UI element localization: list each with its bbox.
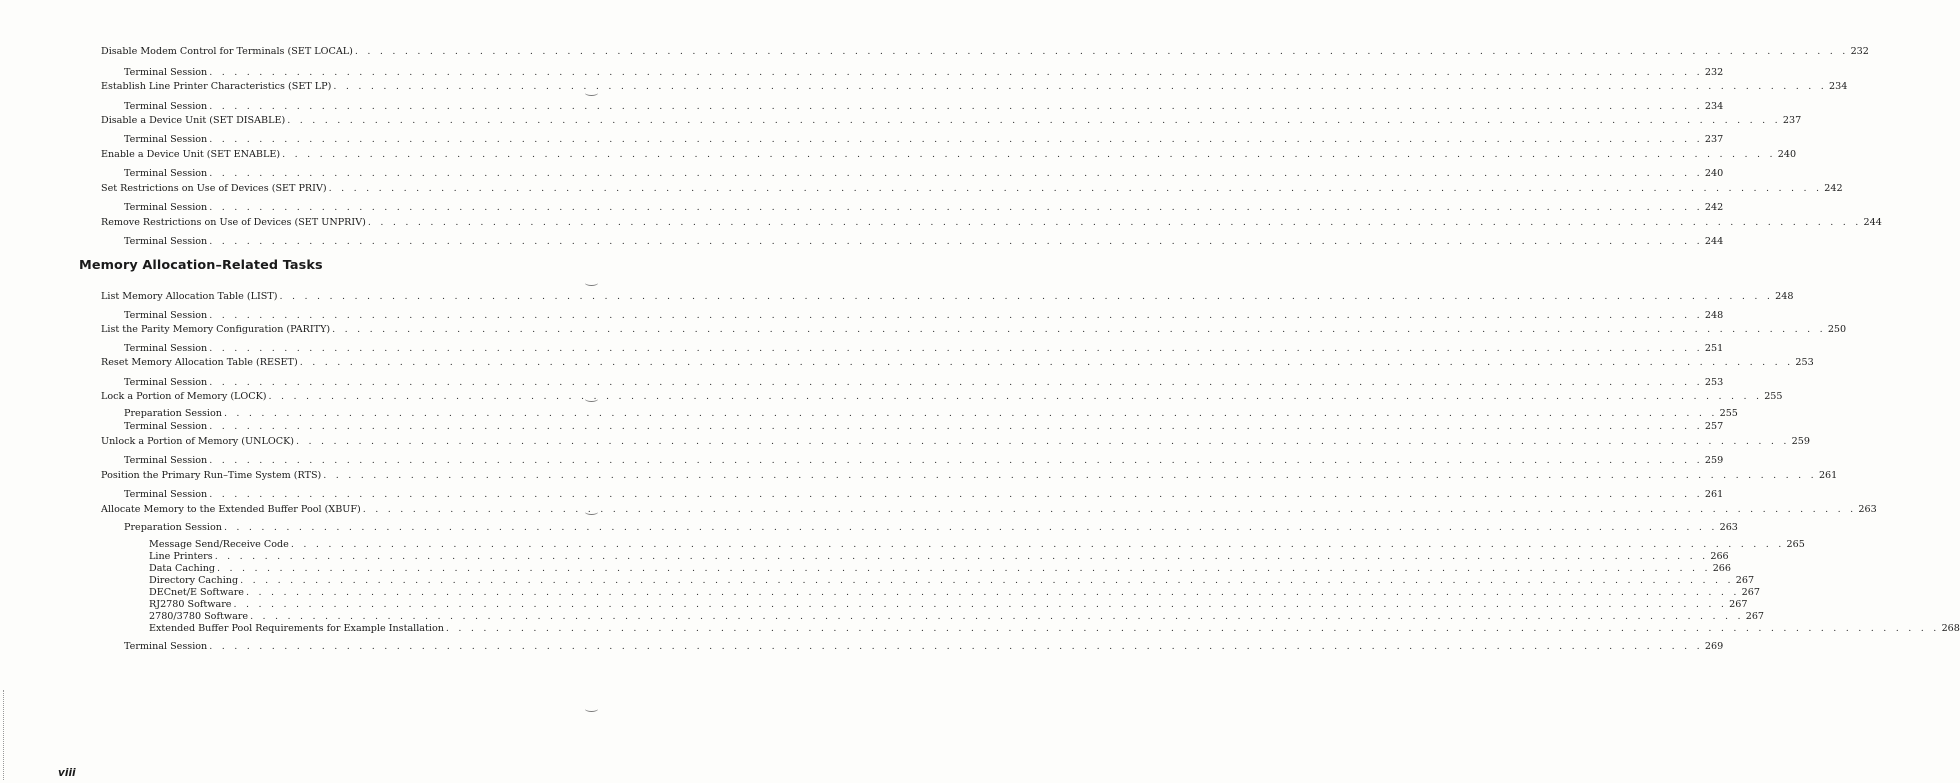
toc-entry-page: 267: [1729, 599, 1748, 610]
toc-entry-label: Terminal Session: [124, 310, 208, 321]
toc-entry-label: Terminal Session: [124, 641, 208, 652]
toc-entry-page: 267: [1741, 587, 1760, 598]
toc-entry: [149, 623, 1960, 635]
toc-entry-page: 263: [1719, 522, 1738, 533]
toc-entry-page: 261: [1818, 470, 1838, 481]
toc-entry-page: 263: [1858, 504, 1877, 515]
toc-entry-page: 255: [1719, 408, 1738, 419]
toc-entry-page: 232: [1704, 67, 1724, 78]
toc-entry: [124, 67, 1724, 79]
toc-entry-label: Terminal Session: [124, 489, 208, 500]
toc-entry-label: Message Send/Receive Code: [149, 539, 289, 550]
toc-entry: [149, 539, 1805, 551]
scan-edge-mark: [585, 280, 598, 286]
toc-entry: [101, 46, 1869, 58]
toc-entry-label: Reset Memory Allocation Table (RESET): [101, 357, 298, 368]
section-heading: Memory Allocation–Related Tasks: [79, 258, 323, 273]
toc-entry-label: Disable a Device Unit (SET DISABLE): [101, 115, 286, 126]
toc-entry-label: Disable Modem Control for Terminals (SET LOCAL): [101, 46, 353, 57]
dot-leader: . . . . . . . . . . . . . . . . . . . . . . . . . . . . . . . . . . . . . . . . . . . . . . . . . . . . . . . . . . . . . . . . . . . . . . . . . . . . . . . . . . . . . . . . . . . . . . . . . . . . . . . . . . . . . . . . . . . . . . . .: [209, 134, 1703, 145]
toc-entry: [149, 551, 1729, 563]
dot-leader: . . . . . . . . . . . . . . . . . . . . . . . . . . . . . . . . . . . . . . . . . . . . . . . . . . . . . . . . . . . . . . . . . . . . . . . . . . . . . . . . . . . . . . . . . . . . . . . . . . . . . . . . . . . . . . . . . . . . . . . .: [223, 522, 1718, 533]
toc-entry: [124, 236, 1724, 248]
toc-entry-page: 242: [1824, 183, 1843, 194]
toc-entry: [124, 377, 1724, 389]
toc-entry: [101, 504, 1877, 516]
dot-leader: . . . . . . . . . . . . . . . . . . . . . . . . . . . . . . . . . . . . . . . . . . . . . . . . . . . . . . . . . . . . . . . . . . . . . . . . . . . . . . . . . . . . . . . . . . . . . . . . . . . . . . . . . . . . . . . . . . . . . . . .: [362, 504, 1857, 515]
toc-entry: [101, 149, 1797, 161]
scan-edge-mark: [585, 90, 598, 96]
toc-entry: [124, 455, 1724, 467]
binding-edge: [3, 690, 4, 780]
dot-leader: . . . . . . . . . . . . . . . . . . . . . . . . . . . . . . . . . . . . . . . . . . . . . . . . . . . . . . . . . . . . . . . . . . . . . . . . . . . . . . . . . . . . . . . . . . . . . . . . . . . . . . . . . . . . . . . . . . . . . . . .: [209, 310, 1703, 321]
toc-entry-label: Set Restrictions on Use of Devices (SET PRIV): [101, 183, 327, 194]
toc-entry-page: 267: [1735, 575, 1755, 586]
toc-entry-label: Unlock a Portion of Memory (UNLOCK): [101, 436, 294, 447]
dot-leader: . . . . . . . . . . . . . . . . . . . . . . . . . . . . . . . . . . . . . . . . . . . . . . . . . . . . . . . . . . . . . . . . . . . . . . . . . . . . . . . . . . . . . . . . . . . . . . . . . . . . . . . . . . . . . . . . . . . . . . . .: [354, 46, 1849, 57]
page-number-folio: viii: [58, 767, 76, 779]
dot-leader: . . . . . . . . . . . . . . . . . . . . . . . . . . . . . . . . . . . . . . . . . . . . . . . . . . . . . . . . . . . . . . . . . . . . . . . . . . . . . . . . . . . . . . . . . . . . . . . . . . . . . . . . . . . . . . . . . . . . . . . .: [296, 436, 1790, 447]
toc-entry-label: Lock a Portion of Memory (LOCK): [101, 391, 267, 402]
toc-entry-label: Data Caching: [149, 563, 216, 574]
dot-leader: . . . . . . . . . . . . . . . . . . . . . . . . . . . . . . . . . . . . . . . . . . . . . . . . . . . . . . . . . . . . . . . . . . . . . . . . . . . . . . . . . . . . . . . . . . . . . . . . . . . . . . . . . . . . . . . . . . . . . . . .: [209, 67, 1703, 78]
scan-edge-mark: [585, 396, 598, 402]
toc-entry: [149, 575, 1755, 587]
toc-entry-page: 266: [1712, 563, 1732, 574]
dot-leader: . . . . . . . . . . . . . . . . . . . . . . . . . . . . . . . . . . . . . . . . . . . . . . . . . . . . . . . . . . . . . . . . . . . . . . . . . . . . . . . . . . . . . . . . . . . . . . . . . . . . . . . . . . . . . . . . . . . . . . . .: [209, 202, 1703, 213]
toc-entry-page: 237: [1782, 115, 1802, 126]
toc-entry-label: DECnet/E Software: [149, 587, 244, 598]
dot-leader: . . . . . . . . . . . . . . . . . . . . . . . . . . . . . . . . . . . . . . . . . . . . . . . . . . . . . . . . . . . . . . . . . . . . . . . . . . . . . . . . . . . . . . . . . . . . . . . . . . . . . . . . . . . . . . . . . . . . . . . .: [250, 611, 1744, 622]
toc-entry-label: Preparation Session: [124, 408, 222, 419]
toc-entry-label: Terminal Session: [124, 101, 208, 112]
toc-entry: [101, 217, 1882, 229]
toc-entry: [124, 421, 1724, 433]
toc-entry-page: 253: [1704, 377, 1724, 388]
dot-leader: . . . . . . . . . . . . . . . . . . . . . . . . . . . . . . . . . . . . . . . . . . . . . . . . . . . . . . . . . . . . . . . . . . . . . . . . . . . . . . . . . . . . . . . . . . . . . . . . . . . . . . . . . . . . . . . . . . . . . . . .: [279, 291, 1774, 302]
toc-entry-label: Terminal Session: [124, 67, 208, 78]
toc-entry-page: 234: [1829, 81, 1848, 92]
dot-leader: . . . . . . . . . . . . . . . . . . . . . . . . . . . . . . . . . . . . . . . . . . . . . . . . . . . . . . . . . . . . . . . . . . . . . . . . . . . . . . . . . . . . . . . . . . . . . . . . . . . . . . . . . . . . . . . . . . . . . . . .: [445, 623, 1940, 634]
toc-entry-page: 257: [1704, 421, 1724, 432]
toc-entry: [101, 391, 1783, 403]
toc-entry: [124, 310, 1724, 322]
toc-entry-label: Terminal Session: [124, 455, 208, 466]
toc-entry-label: List the Parity Memory Configuration (PARITY): [101, 324, 331, 335]
toc-entry-page: 265: [1786, 539, 1805, 550]
dot-leader: . . . . . . . . . . . . . . . . . . . . . . . . . . . . . . . . . . . . . . . . . . . . . . . . . . . . . . . . . . . . . . . . . . . . . . . . . . . . . . . . . . . . . . . . . . . . . . . . . . . . . . . . . . . . . . . . . . . . . . . .: [282, 149, 1776, 160]
toc-entry-label: Line Printers: [149, 551, 213, 562]
dot-leader: . . . . . . . . . . . . . . . . . . . . . . . . . . . . . . . . . . . . . . . . . . . . . . . . . . . . . . . . . . . . . . . . . . . . . . . . . . . . . . . . . . . . . . . . . . . . . . . . . . . . . . . . . . . . . . . . . . . . . . . .: [367, 217, 1862, 228]
toc-entry: [149, 611, 1765, 623]
toc-entry: [101, 115, 1802, 127]
toc-entry: [124, 168, 1724, 180]
dot-leader: . . . . . . . . . . . . . . . . . . . . . . . . . . . . . . . . . . . . . . . . . . . . . . . . . . . . . . . . . . . . . . . . . . . . . . . . . . . . . . . . . . . . . . . . . . . . . . . . . . . . . . . . . . . . . . . . . . . . . . . .: [268, 391, 1763, 402]
toc-entry-page: 255: [1764, 391, 1783, 402]
dot-leader: . . . . . . . . . . . . . . . . . . . . . . . . . . . . . . . . . . . . . . . . . . . . . . . . . . . . . . . . . . . . . . . . . . . . . . . . . . . . . . . . . . . . . . . . . . . . . . . . . . . . . . . . . . . . . . . . . . . . . . . .: [209, 455, 1703, 466]
toc-entry-label: Remove Restrictions on Use of Devices (SET UNPRIV): [101, 217, 366, 228]
toc-entry-label: Enable a Device Unit (SET ENABLE): [101, 149, 281, 160]
dot-leader: . . . . . . . . . . . . . . . . . . . . . . . . . . . . . . . . . . . . . . . . . . . . . . . . . . . . . . . . . . . . . . . . . . . . . . . . . . . . . . . . . . . . . . . . . . . . . . . . . . . . . . . . . . . . . . . . . . . . . . . .: [223, 408, 1718, 419]
dot-leader: . . . . . . . . . . . . . . . . . . . . . . . . . . . . . . . . . . . . . . . . . . . . . . . . . . . . . . . . . . . . . . . . . . . . . . . . . . . . . . . . . . . . . . . . . . . . . . . . . . . . . . . . . . . . . . . . . . . . . . . .: [209, 168, 1703, 179]
dot-leader: . . . . . . . . . . . . . . . . . . . . . . . . . . . . . . . . . . . . . . . . . . . . . . . . . . . . . . . . . . . . . . . . . . . . . . . . . . . . . . . . . . . . . . . . . . . . . . . . . . . . . . . . . . . . . . . . . . . . . . . .: [209, 489, 1703, 500]
toc-entry-label: Terminal Session: [124, 202, 208, 213]
dot-leader: . . . . . . . . . . . . . . . . . . . . . . . . . . . . . . . . . . . . . . . . . . . . . . . . . . . . . . . . . . . . . . . . . . . . . . . . . . . . . . . . . . . . . . . . . . . . . . . . . . . . . . . . . . . . . . . . . . . . . . . .: [214, 551, 1709, 562]
toc-entry: [149, 599, 1748, 611]
toc-entry: [101, 183, 1843, 195]
dot-leader: . . . . . . . . . . . . . . . . . . . . . . . . . . . . . . . . . . . . . . . . . . . . . . . . . . . . . . . . . . . . . . . . . . . . . . . . . . . . . . . . . . . . . . . . . . . . . . . . . . . . . . . . . . . . . . . . . . . . . . . .: [233, 599, 1728, 610]
dot-leader: . . . . . . . . . . . . . . . . . . . . . . . . . . . . . . . . . . . . . . . . . . . . . . . . . . . . . . . . . . . . . . . . . . . . . . . . . . . . . . . . . . . . . . . . . . . . . . . . . . . . . . . . . . . . . . . . . . . . . . . .: [245, 587, 1740, 598]
toc-entry-page: 268: [1941, 623, 1960, 634]
toc-entry: [124, 641, 1724, 653]
dot-leader: . . . . . . . . . . . . . . . . . . . . . . . . . . . . . . . . . . . . . . . . . . . . . . . . . . . . . . . . . . . . . . . . . . . . . . . . . . . . . . . . . . . . . . . . . . . . . . . . . . . . . . . . . . . . . . . . . . . . . . . .: [323, 470, 1817, 481]
toc-entry-page: 244: [1863, 217, 1882, 228]
dot-leader: . . . . . . . . . . . . . . . . . . . . . . . . . . . . . . . . . . . . . . . . . . . . . . . . . . . . . . . . . . . . . . . . . . . . . . . . . . . . . . . . . . . . . . . . . . . . . . . . . . . . . . . . . . . . . . . . . . . . . . . .: [328, 183, 1823, 194]
toc-entry: [101, 470, 1838, 482]
toc-entry-label: RJ2780 Software: [149, 599, 232, 610]
toc-entry: [124, 408, 1738, 420]
toc-entry-page: 242: [1704, 202, 1724, 213]
toc-entry-label: Allocate Memory to the Extended Buffer Pool (XBUF): [101, 504, 361, 515]
toc-entry-page: 237: [1704, 134, 1724, 145]
toc-entry: [101, 357, 1814, 369]
dot-leader: . . . . . . . . . . . . . . . . . . . . . . . . . . . . . . . . . . . . . . . . . . . . . . . . . . . . . . . . . . . . . . . . . . . . . . . . . . . . . . . . . . . . . . . . . . . . . . . . . . . . . . . . . . . . . . . . . . . . . . . .: [209, 421, 1703, 432]
dot-leader: . . . . . . . . . . . . . . . . . . . . . . . . . . . . . . . . . . . . . . . . . . . . . . . . . . . . . . . . . . . . . . . . . . . . . . . . . . . . . . . . . . . . . . . . . . . . . . . . . . . . . . . . . . . . . . . . . . . . . . . .: [299, 357, 1794, 368]
toc-entry: [101, 81, 1848, 93]
toc-entry-page: 259: [1704, 455, 1724, 466]
toc-entry: [124, 489, 1724, 501]
toc-entry-page: 240: [1777, 149, 1797, 160]
toc-entry-page: 261: [1704, 489, 1724, 500]
toc-entry: [124, 134, 1724, 146]
toc-entry: [101, 291, 1794, 303]
dot-leader: . . . . . . . . . . . . . . . . . . . . . . . . . . . . . . . . . . . . . . . . . . . . . . . . . . . . . . . . . . . . . . . . . . . . . . . . . . . . . . . . . . . . . . . . . . . . . . . . . . . . . . . . . . . . . . . . . . . . . . . .: [290, 539, 1785, 550]
toc-entry-page: 259: [1791, 436, 1810, 447]
toc-entry: [124, 343, 1724, 355]
toc-entry-label: Position the Primary Run–Time System (RTS): [101, 470, 322, 481]
toc-entry-label: Terminal Session: [124, 377, 208, 388]
dot-leader: . . . . . . . . . . . . . . . . . . . . . . . . . . . . . . . . . . . . . . . . . . . . . . . . . . . . . . . . . . . . . . . . . . . . . . . . . . . . . . . . . . . . . . . . . . . . . . . . . . . . . . . . . . . . . . . . . . . . . . . .: [209, 343, 1703, 354]
toc-entry-page: 250: [1827, 324, 1847, 335]
scan-edge-mark: [585, 706, 598, 712]
toc-entry-label: Extended Buffer Pool Requirements for Example Installation: [149, 623, 444, 634]
toc-entry-page: 266: [1710, 551, 1729, 562]
toc-entry-page: 244: [1704, 236, 1724, 247]
toc-entry-page: 248: [1704, 310, 1724, 321]
scan-edge-mark: [585, 509, 598, 515]
toc-entry-label: Preparation Session: [124, 522, 222, 533]
dot-leader: . . . . . . . . . . . . . . . . . . . . . . . . . . . . . . . . . . . . . . . . . . . . . . . . . . . . . . . . . . . . . . . . . . . . . . . . . . . . . . . . . . . . . . . . . . . . . . . . . . . . . . . . . . . . . . . . . . . . . . . .: [209, 236, 1703, 247]
toc-entry-page: 251: [1704, 343, 1724, 354]
toc-entry-label: Terminal Session: [124, 168, 208, 179]
dot-leader: . . . . . . . . . . . . . . . . . . . . . . . . . . . . . . . . . . . . . . . . . . . . . . . . . . . . . . . . . . . . . . . . . . . . . . . . . . . . . . . . . . . . . . . . . . . . . . . . . . . . . . . . . . . . . . . . . . . . . . . .: [209, 377, 1703, 388]
toc-entry: [101, 436, 1810, 448]
dot-leader: . . . . . . . . . . . . . . . . . . . . . . . . . . . . . . . . . . . . . . . . . . . . . . . . . . . . . . . . . . . . . . . . . . . . . . . . . . . . . . . . . . . . . . . . . . . . . . . . . . . . . . . . . . . . . . . . . . . . . . . .: [217, 563, 1711, 574]
toc-entry-page: 234: [1704, 101, 1724, 112]
toc-entry: [124, 101, 1724, 113]
toc-entry-page: 240: [1704, 168, 1724, 179]
toc-entry: [149, 587, 1760, 599]
toc-entry: [149, 563, 1732, 575]
toc-entry-page: 253: [1795, 357, 1814, 368]
toc-entry: [124, 202, 1724, 214]
toc-entry-label: Terminal Session: [124, 236, 208, 247]
dot-leader: . . . . . . . . . . . . . . . . . . . . . . . . . . . . . . . . . . . . . . . . . . . . . . . . . . . . . . . . . . . . . . . . . . . . . . . . . . . . . . . . . . . . . . . . . . . . . . . . . . . . . . . . . . . . . . . . . . . . . . . .: [209, 641, 1703, 652]
toc-entry-label: List Memory Allocation Table (LIST): [101, 291, 278, 302]
toc-entry: [101, 324, 1847, 336]
toc-entry-page: 248: [1775, 291, 1794, 302]
dot-leader: . . . . . . . . . . . . . . . . . . . . . . . . . . . . . . . . . . . . . . . . . . . . . . . . . . . . . . . . . . . . . . . . . . . . . . . . . . . . . . . . . . . . . . . . . . . . . . . . . . . . . . . . . . . . . . . . . . . . . . . .: [240, 575, 1734, 586]
toc-entry-label: 2780/3780 Software: [149, 611, 249, 622]
toc-entry-label: Terminal Session: [124, 343, 208, 354]
dot-leader: . . . . . . . . . . . . . . . . . . . . . . . . . . . . . . . . . . . . . . . . . . . . . . . . . . . . . . . . . . . . . . . . . . . . . . . . . . . . . . . . . . . . . . . . . . . . . . . . . . . . . . . . . . . . . . . . . . . . . . . .: [209, 101, 1703, 112]
toc-entry-page: 267: [1745, 611, 1765, 622]
toc-entry-page: 232: [1850, 46, 1869, 57]
toc-entry-label: Establish Line Printer Characteristics (SET LP): [101, 81, 332, 92]
dot-leader: . . . . . . . . . . . . . . . . . . . . . . . . . . . . . . . . . . . . . . . . . . . . . . . . . . . . . . . . . . . . . . . . . . . . . . . . . . . . . . . . . . . . . . . . . . . . . . . . . . . . . . . . . . . . . . . . . . . . . . . .: [287, 115, 1781, 126]
dot-leader: . . . . . . . . . . . . . . . . . . . . . . . . . . . . . . . . . . . . . . . . . . . . . . . . . . . . . . . . . . . . . . . . . . . . . . . . . . . . . . . . . . . . . . . . . . . . . . . . . . . . . . . . . . . . . . . . . . . . . . . .: [332, 324, 1826, 335]
toc-entry-page: 269: [1704, 641, 1724, 652]
toc-entry-label: Terminal Session: [124, 421, 208, 432]
dot-leader: . . . . . . . . . . . . . . . . . . . . . . . . . . . . . . . . . . . . . . . . . . . . . . . . . . . . . . . . . . . . . . . . . . . . . . . . . . . . . . . . . . . . . . . . . . . . . . . . . . . . . . . . . . . . . . . . . . . . . . . .: [333, 81, 1828, 92]
toc-entry-label: Directory Caching: [149, 575, 239, 586]
toc-entry: [124, 522, 1738, 534]
toc-entry-label: Terminal Session: [124, 134, 208, 145]
